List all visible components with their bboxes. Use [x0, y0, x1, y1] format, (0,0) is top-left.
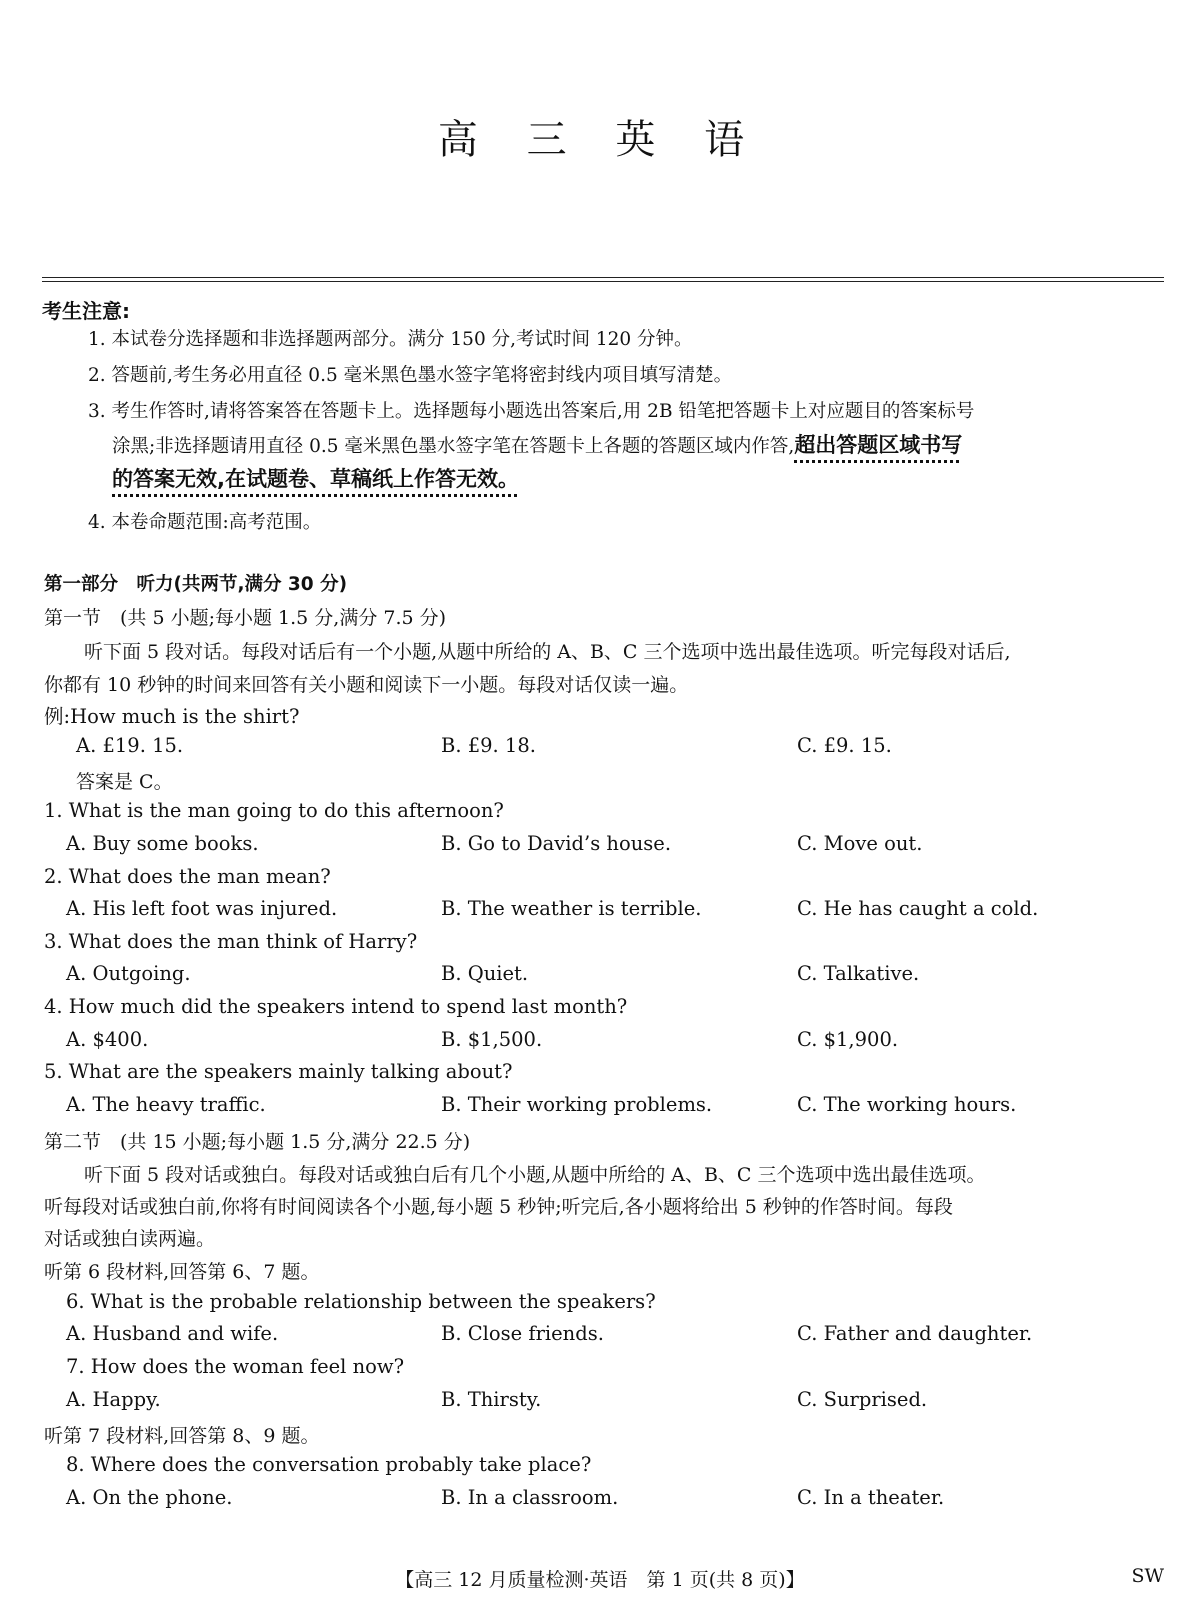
page-footer: 【高三 12 月质量检测·英语 第 1 页(共 8 页)】 [395, 1569, 805, 1591]
notice-item-4: 4. 本卷命题范围:高考范围。 [88, 512, 322, 533]
question-6-option-b: B. Close friends. [441, 1322, 604, 1345]
example-question: 例:How much is the shirt? [44, 705, 300, 728]
question-5-option-a: A. The heavy traffic. [66, 1093, 266, 1116]
notice-item-3-line-1: 3. 考生作答时,请将答案答在答题卡上。选择题每小题选出答案后,用 2B 铅笔把答题卡上对应题目的答案标号 [88, 401, 975, 422]
notice-item-3-emphasis-line-3: 的答案无效,在试题卷、草稿纸上作答无效。 [112, 467, 519, 491]
question-4-option-b: B. $1,500. [441, 1028, 543, 1051]
part1-heading: 第一部分 听力(共两节,满分 30 分) [44, 574, 348, 595]
section2-instruction-line-1: 听下面 5 段对话或独白。每段对话或独白后有几个小题,从题中所给的 A、B、C 三个选项中选出最佳选项。 [84, 1164, 986, 1186]
notice-item-3-plain: 涂黑;非选择题请用直径 0.5 毫米黑色墨水签字笔在答题卡上各题的答题区域内作答, [112, 436, 795, 457]
question-2-option-b: B. The weather is terrible. [441, 897, 702, 920]
question-1: 1. What is the man going to do this afternoon? [44, 799, 504, 822]
question-1-option-a: A. Buy some books. [66, 832, 259, 855]
question-7-option-c: C. Surprised. [797, 1388, 928, 1411]
question-3: 3. What does the man think of Harry? [44, 930, 418, 953]
example-answer: 答案是 C。 [76, 771, 173, 793]
question-7-option-b: B. Thirsty. [441, 1388, 542, 1411]
question-1-option-b: B. Go to David’s house. [441, 832, 672, 855]
material-7-heading: 听第 7 段材料,回答第 8、9 题。 [44, 1425, 320, 1447]
question-5: 5. What are the speakers mainly talking about? [44, 1060, 513, 1083]
question-4: 4. How much did the speakers intend to spend last month? [44, 995, 628, 1018]
question-6-option-a: A. Husband and wife. [66, 1322, 279, 1345]
question-2-option-c: C. He has caught a cold. [797, 897, 1039, 920]
example-option-b: B. £9. 18. [441, 734, 536, 757]
question-6: 6. What is the probable relationship between the speakers? [66, 1290, 656, 1313]
question-3-option-b: B. Quiet. [441, 962, 529, 985]
question-5-option-b: B. Their working problems. [441, 1093, 713, 1116]
question-3-option-a: A. Outgoing. [66, 962, 191, 985]
section2-instruction-line-3: 对话或独白读两遍。 [44, 1228, 216, 1250]
example-option-a: A. £19. 15. [76, 734, 184, 757]
material-6-heading: 听第 6 段材料,回答第 6、7 题。 [44, 1261, 320, 1283]
question-2-option-a: A. His left foot was injured. [66, 897, 338, 920]
footer-code: SW [1131, 1565, 1164, 1587]
example-option-c: C. £9. 15. [797, 734, 892, 757]
divider-top [42, 277, 1164, 278]
question-3-option-c: C. Talkative. [797, 962, 920, 985]
section1-instruction-line-1: 听下面 5 段对话。每段对话后有一个小题,从题中所给的 A、B、C 三个选项中选出最佳选项。听完每段对话后, [84, 641, 1011, 663]
question-7: 7. How does the woman feel now? [66, 1355, 405, 1378]
question-4-option-c: C. $1,900. [797, 1028, 899, 1051]
question-8-option-b: B. In a classroom. [441, 1486, 619, 1509]
notice-heading: 考生注意: [42, 299, 130, 323]
question-8: 8. Where does the conversation probably take place? [66, 1453, 592, 1476]
divider-bottom [42, 281, 1164, 282]
section1-heading: 第一节 (共 5 小题;每小题 1.5 分,满分 7.5 分) [44, 607, 447, 629]
section2-heading: 第二节 (共 15 小题;每小题 1.5 分,满分 22.5 分) [44, 1131, 471, 1153]
question-7-option-a: A. Happy. [66, 1388, 161, 1411]
question-8-option-a: A. On the phone. [66, 1486, 233, 1509]
notice-item-3-emphasis: 超出答题区域书写 [794, 433, 963, 457]
notice-item-3-line-2 [112, 429, 962, 459]
section2-instruction-line-2: 听每段对话或独白前,你将有时间阅读各个小题,每小题 5 秒钟;听完后,各小题将给出 5 秒钟的作答时间。每段 [44, 1196, 953, 1218]
page-title: 高 三 英 语 [437, 117, 763, 163]
question-8-option-c: C. In a theater. [797, 1486, 945, 1509]
question-5-option-c: C. The working hours. [797, 1093, 1017, 1116]
question-2: 2. What does the man mean? [44, 865, 331, 888]
notice-item-2: 2. 答题前,考生务必用直径 0.5 毫米黑色墨水签字笔将密封线内项目填写清楚。 [88, 365, 733, 386]
question-6-option-c: C. Father and daughter. [797, 1322, 1033, 1345]
question-1-option-c: C. Move out. [797, 832, 923, 855]
question-4-option-a: A. $400. [66, 1028, 149, 1051]
section1-instruction-line-2: 你都有 10 秒钟的时间来回答有关小题和阅读下一小题。每段对话仅读一遍。 [44, 674, 689, 696]
notice-item-1: 1. 本试卷分选择题和非选择题两部分。满分 150 分,考试时间 120 分钟。 [88, 329, 693, 350]
